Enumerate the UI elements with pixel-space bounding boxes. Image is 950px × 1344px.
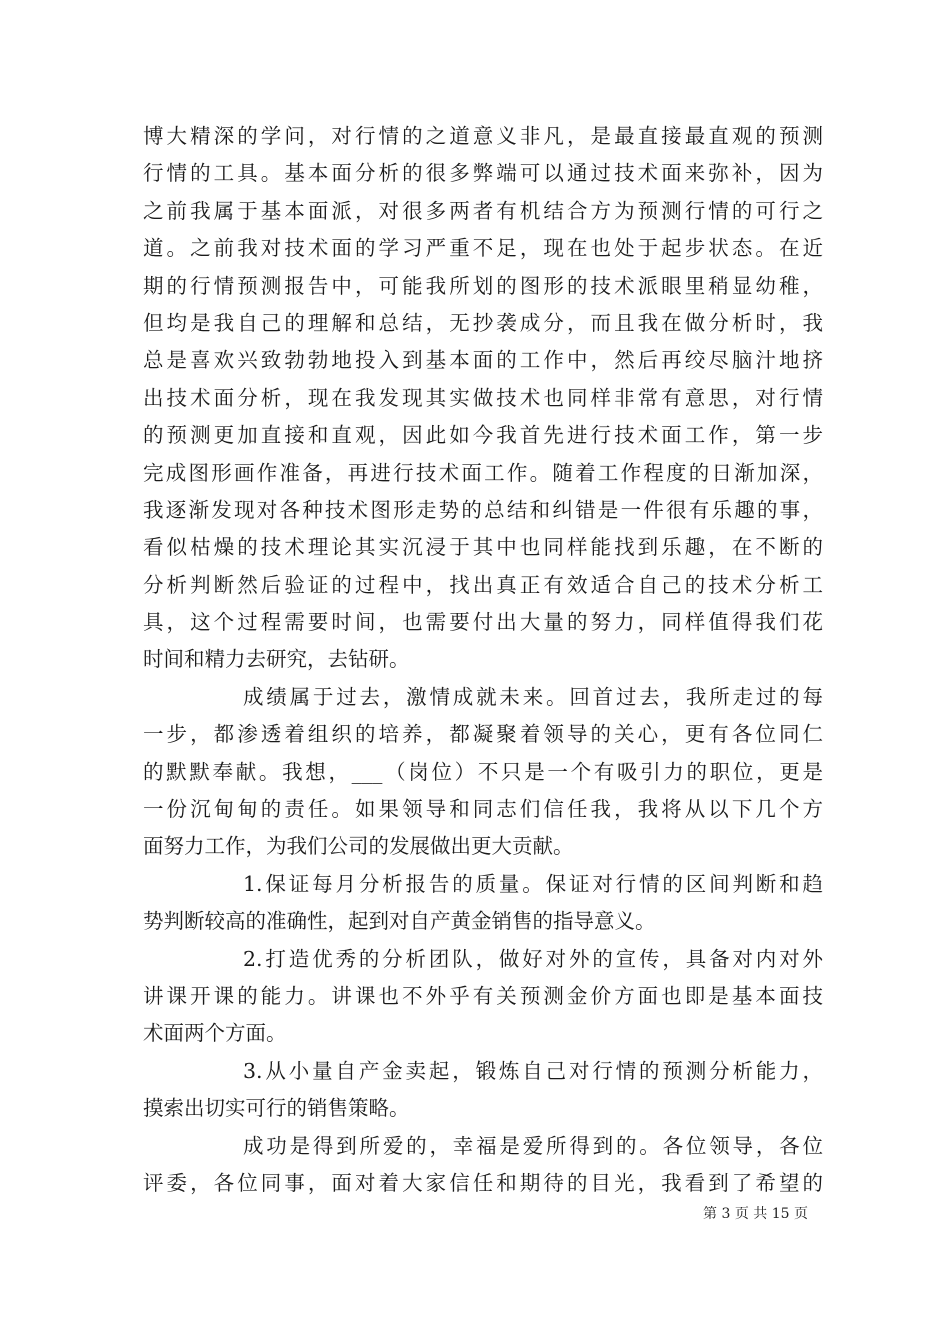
text-line: 成功是得到所爱的，幸福是爱所得到的。各位领导，各位 <box>243 1133 823 1158</box>
text-line: 的默默奉献。我想，___（岗位）不只是一个有吸引力的职位，更是 <box>143 759 823 784</box>
text-line: 我逐渐发现对各种技术图形走势的总结和纠错是一件很有乐趣的事， <box>143 497 823 522</box>
text-line: 期的行情预测报告中，可能我所划的图形的技术派眼里稍显幼稚， <box>143 273 823 298</box>
text-line: 一步，都渗透着组织的培养，都凝聚着领导的关心，更有各位同仁 <box>143 722 823 747</box>
text-line: 道。之前我对技术面的学习严重不足，现在也处于起步状态。在近 <box>143 236 823 261</box>
text-line: 行情的工具。基本面分析的很多弊端可以通过技术面来弥补，因为 <box>143 161 823 186</box>
text-line: 一份沉甸甸的责任。如果领导和同志们信任我，我将从以下几个方 <box>143 797 823 822</box>
text-line: 具，这个过程需要时间，也需要付出大量的努力，同样值得我们花 <box>143 610 823 635</box>
text-line: 术面两个方面。 <box>143 1021 287 1046</box>
page-number-footer: 第 3 页 共 15 页 <box>703 1206 808 1222</box>
text-line: 成绩属于过去，激情成就未来。回首过去，我所走过的每 <box>243 684 823 709</box>
text-line: 但均是我自己的理解和总结，无抄袭成分，而且我在做分析时，我 <box>143 310 823 335</box>
text-line: 之前我属于基本面派，对很多两者有机结合方为预测行情的可行之 <box>143 198 823 223</box>
text-line: 的预测更加直接和直观，因此如今我首先进行技术面工作，第一步 <box>143 423 823 448</box>
text-line: 博大精深的学问，对行情的之道意义非凡，是最直接最直观的预测 <box>143 124 823 148</box>
text-line: 1.保证每月分析报告的质量。保证对行情的区间判断和趋 <box>243 871 823 896</box>
text-line: 2.打造优秀的分析团队，做好对外的宣传，具备对内对外 <box>243 946 823 971</box>
text-line: 评委，各位同事，面对着大家信任和期待的目光，我看到了希望的 <box>143 1170 823 1195</box>
text-line: 面努力工作，为我们公司的发展做出更大贡献。 <box>143 834 574 859</box>
text-line: 看似枯燥的技术理论其实沉浸于其中也同样能找到乐趣，在不断的 <box>143 535 823 560</box>
text-line: 完成图形画作准备，再进行技术面工作。随着工作程度的日渐加深， <box>143 460 823 485</box>
text-line: 分析判断然后验证的过程中，找出真正有效适合自己的技术分析工 <box>143 572 823 597</box>
text-line: 讲课开课的能力。讲课也不外乎有关预测金价方面也即是基本面技 <box>143 983 823 1008</box>
document-body <box>143 118 823 1202</box>
text-line: 3.从小量自产金卖起，锻炼自己对行情的预测分析能力， <box>243 1058 823 1083</box>
text-line: 摸索出切实可行的销售策略。 <box>143 1096 410 1121</box>
text-line: 出技术面分析，现在我发现其实做技术也同样非常有意思，对行情 <box>143 385 823 410</box>
text-line: 势判断较高的准确性，起到对自产黄金销售的指导意义。 <box>143 909 656 934</box>
text-line: 总是喜欢兴致勃勃地投入到基本面的工作中，然后再绞尽脑汁地挤 <box>143 348 823 373</box>
text-line: 时间和精力去研究，去钻研。 <box>143 647 410 672</box>
